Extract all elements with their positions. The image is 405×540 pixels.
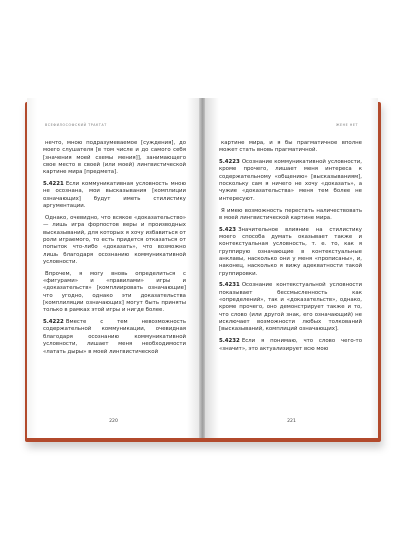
paragraph: [219, 282, 362, 333]
open-book: [17, 98, 388, 444]
paragraph-text: Осознание коммуникативной условности, кроме прочего, лишает меня интереса к содержательному «общению» [высказываниям], поскольку сам я ничего не хочу «доказать», а чужие «доказательства» меня тем более не интересуют.: [219, 159, 362, 202]
section-number: 5.4221: [43, 181, 64, 188]
paragraph: [219, 140, 362, 155]
paragraph-text: нечто, мною подразумеваемое [суждения], до моего слушателя [в том числе и до самого себя [значения моей схемы мения]], занимающего свое место в своей (или моей) лингвистической картине мира [предмета].: [43, 140, 186, 176]
left-page-number: 220: [109, 419, 118, 424]
left-page-text: [43, 140, 186, 356]
section-number: 5.4223: [219, 159, 240, 166]
left-page: [27, 98, 200, 438]
right-running-head: ЖЕНЕ НЕТ: [335, 123, 358, 127]
paragraph: [219, 227, 362, 278]
paragraph-text: Если коммуникативная условность мною не осознана, мои высказывания [комплиции означающих] будут иметь стилистику аргументации.: [43, 181, 186, 210]
paragraph-text: Однако, очевидно, что всякое «доказательство» — лишь игра форпостов веры и производных высказываний, для которых я хочу избавиться от роли играемого, то есть придется отказаться от попыток что-либо «доказать», что возможно лишь благодаря осознанию коммуникативной условности.: [43, 214, 186, 265]
paragraph: [43, 271, 186, 315]
paragraph-text: Осознание контекстуальной условности показывает бессмысленность как «определений», так и «доказательств», однако, кроме прочего, оно демонстрирует также и то, что слово (или другой знак, его означающий) не исключает возможности любых толкований [высказываний, комплиций означающих].: [219, 282, 362, 333]
right-page: [205, 98, 378, 438]
right-page-text: [219, 140, 362, 353]
paragraph: [219, 159, 362, 203]
section-number: 5.4222: [43, 319, 64, 326]
paragraph: [219, 208, 362, 223]
section-number: 5.423: [219, 226, 237, 233]
paragraph-text: Значительное влияние на стилистику моего способа думать оказывает также и контекстуальная условность, т. е. то, как я группирую означающие в контекстуальные анклавы, насколько они у меня «прописаны», и, наконец, насколько я вижу адекватности такой группировки.: [219, 226, 362, 277]
paragraph-text: Впрочем, я могу вновь определиться с «фигурами» и «правилами» игры и «доказательств» [комплиировать означающие] что угодно, однако эти доказательства [комплиляции означающих] могут быть приняты только в рамках этой игры и нигде более.: [43, 270, 186, 314]
paragraph-text: Вместе с тем невозможность содержательной коммуникации, очевидная благодаря осознанию коммуникативной условности, лишает меня необходимости «латать дыры» в моей лингвистической: [43, 319, 186, 355]
section-number: 5.4232: [219, 338, 240, 345]
left-running-head: ВСЕФИЛОСОФСКИЙ ТРАКТАТ: [45, 123, 107, 127]
paragraph: [43, 181, 186, 210]
paragraph: [43, 140, 186, 177]
section-number: 5.4231: [219, 282, 240, 289]
paragraph: [43, 215, 186, 266]
paragraph-text: картине мира, и я бы прагматичное вполне может стать вновь прагматичной.: [219, 140, 362, 154]
paragraph: [43, 319, 186, 356]
right-page-number: 221: [287, 419, 296, 424]
paragraph: [219, 338, 362, 353]
paragraph-text: Если я понимаю, что слово чего-то «значит», это актуализирует всю мою: [219, 338, 362, 352]
paragraph-text: Я имею возможность перестать наличествовать в моей лингвистической картине мира.: [219, 207, 362, 221]
